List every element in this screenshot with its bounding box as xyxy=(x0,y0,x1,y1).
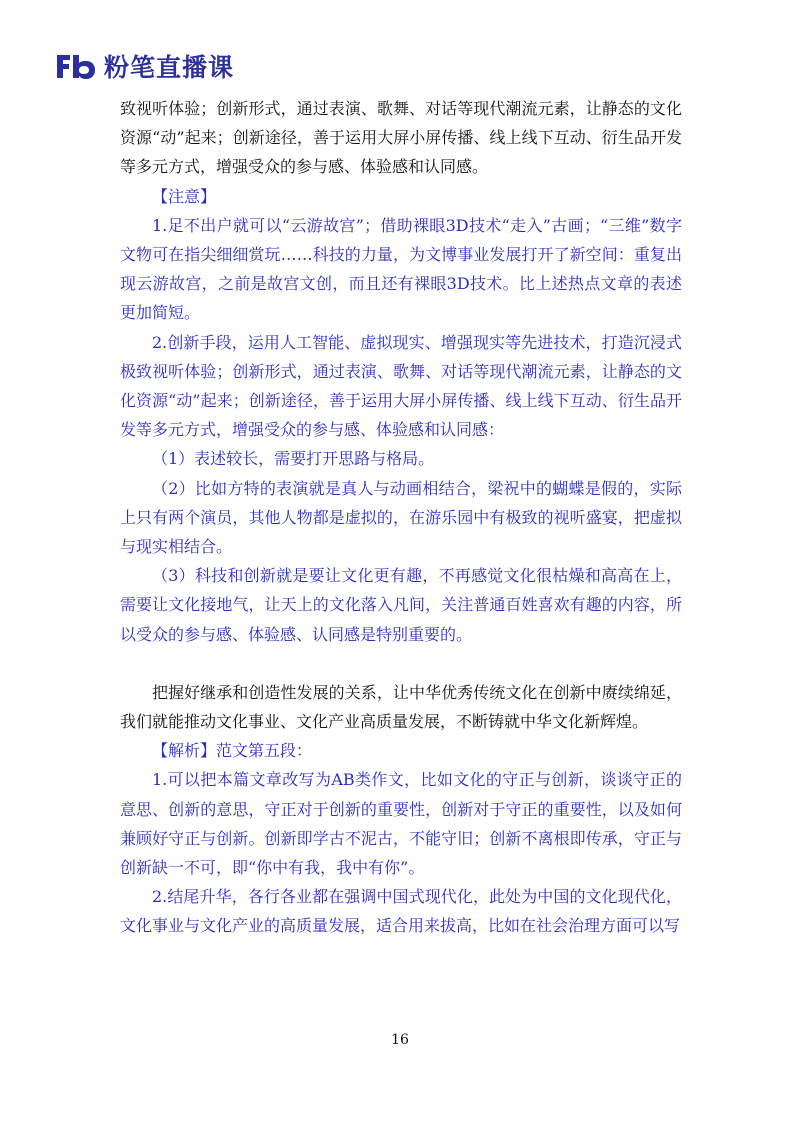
annotation-paragraph: 【解析】范文第五段： xyxy=(152,741,313,761)
annotation-paragraph: （2）比如方特的表演就是真人与动画相结合，梁祝中的蝴蝶是假的，实际上只有两个演员，其他人物都是虚拟的，在游乐园中有极致的视听盛宴，把虚拟与现实相结合。 xyxy=(120,478,682,557)
annotation-paragraph: 2.创新手段，运用人工智能、虚拟现实、增强现实等先进技术，打造沉浸式极致视听体验；创新形式，通过表演、歌舞、对话等现代潮流元素，让静态的文化资源“动”起来；创新途径，善于运用大屏小屏传播、线上线下互动、衍生品开发等多元方式，增强受众的参与感、体验感和认同感： xyxy=(120,332,682,440)
essay-paragraph: 把握好继承和创造性发展的关系，让中华优秀传统文化在创新中赓续绵延，我们就能推动文化事业、文化产业高质量发展，不断铸就中华文化新辉煌。 xyxy=(120,682,682,732)
brand-name: 粉笔直播课 xyxy=(104,53,235,82)
annotation-paragraph: 2.结尾升华，各行各业都在强调中国式现代化，此处为中国的文化现代化，文化事业与文化产业的高质量发展，适合用来拔高，比如在社会治理方面可以写 xyxy=(120,887,682,936)
annotation-paragraph: （3）科技和创新就是要让文化更有趣，不再感觉文化很枯燥和高高在上，需要让文化接地气，让天上的文化落入凡间，关注普通百姓喜欢有趣的内容，所以受众的参与感、体验感、认同感是特别重要的。 xyxy=(120,566,682,644)
annotation-paragraph: 1.足不出户就可以“云游故宫”；借助裸眼3D技术“走入”古画；“三维”数字文物可在指尖细细赏玩……科技的力量，为文博事业发展打开了新空间：重复出现云游故宫，之前是故宫文创，而且还有裸眼3D技术。比上述热点文章的表述更加简短。 xyxy=(120,215,682,323)
essay-paragraph: 致视听体验；创新形式，通过表演、歌舞、对话等现代潮流元素，让静态的文化资源“动”起来；创新途径，善于运用大屏小屏传播、线上线下互动、衍生品开发等多元方式，增强受众的参与感、体验感和认同感。 xyxy=(120,99,682,177)
page-number: 16 xyxy=(391,1032,409,1048)
document-body xyxy=(120,94,682,941)
annotation-paragraph: （1）表述较长，需要打开思路与格局。 xyxy=(152,449,435,469)
paragraph-spacer xyxy=(120,649,682,678)
fb-logo-icon xyxy=(54,51,98,81)
annotation-paragraph: 【注意】 xyxy=(152,186,217,206)
annotation-paragraph: 1.可以把本篇文章改写为AB类作文，比如文化的守正与创新，谈谈守正的意思、创新的意思，守正对于创新的重要性，创新对于守正的重要性，以及如何兼顾好守正与创新。创新即学古不泥古，不能守旧；创新不离根即传承，守正与创新缺一不可，即“你中有我，我中有你”。 xyxy=(120,770,682,878)
header-logo xyxy=(54,50,234,82)
